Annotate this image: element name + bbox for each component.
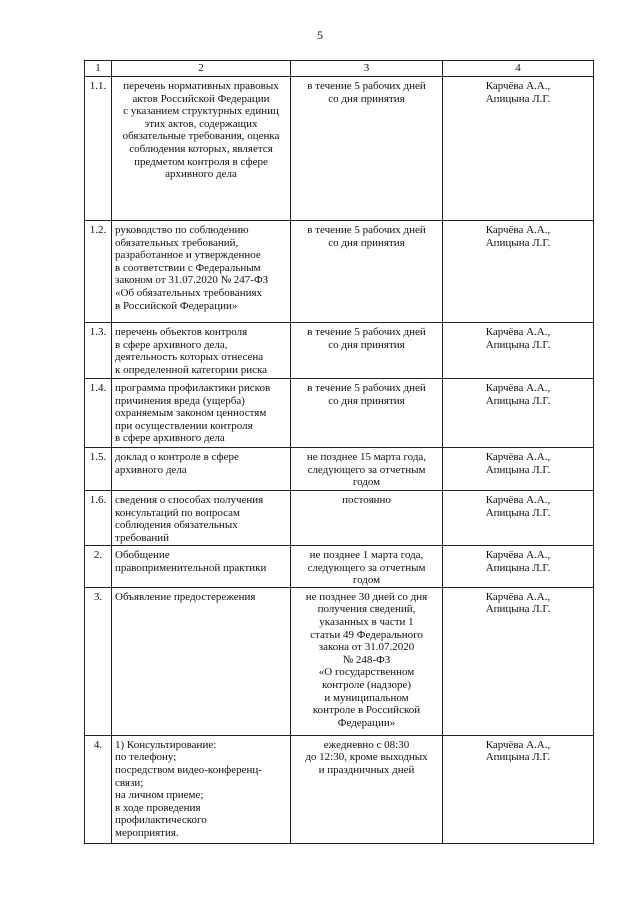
row-measure: сведения о способах получения консультаций по вопросам соблюдения обязательных требований [112,491,291,546]
row-measure: руководство по соблюдению обязательных требований, разработанное и утвержденное в соответствии с Федеральным законом от 31.07.2020 № 247-ФЗ «Об обязательных требованиях в Российской Федерации» [112,221,291,323]
row-number: 3. [85,587,112,735]
row-term: в течение 5 рабочих дней со дня принятия [291,323,443,379]
row-number: 4. [85,735,112,843]
header-col-1: 1 [85,61,112,77]
row-number: 1.2. [85,221,112,323]
row-measure: Объявление предостережения [112,587,291,735]
row-responsible: Карчёва А.А., Апицына Л.Г. [443,379,594,448]
row-measure: Обобщение правоприменительной практики [112,546,291,588]
row-term: не позднее 30 дней со дня получения сведений, указанных в части 1 статьи 49 Федерального закона от 31.07.2020 № 248-ФЗ «О государственном контроле (надзоре) и муниципальном контроле в Российской Федерации» [291,587,443,735]
row-responsible: Карчёва А.А., Апицына Л.Г. [443,546,594,588]
header-row [85,61,594,77]
row-number: 1.4. [85,379,112,448]
row-term: в течение 5 рабочих дней со дня принятия [291,221,443,323]
table-row [85,379,594,448]
row-responsible: Карчёва А.А., Апицына Л.Г. [443,221,594,323]
table-row [85,491,594,546]
page-number: 5 [317,28,323,42]
row-measure: перечень объектов контроля в сфере архивного дела, деятельность которых отнесена к определенной категории риска [112,323,291,379]
row-measure: перечень нормативных правовых актов Российской Федерации с указанием структурных единиц этих актов, содержащих обязательные требования, оценка соблюдения которых, является предметом контроля в сфере архивного дела [112,77,291,221]
row-term: ежедневно с 08:30 до 12:30, кроме выходных и праздничных дней [291,735,443,843]
row-term: не позднее 1 марта года, следующего за отчетным годом [291,546,443,588]
table-row [85,221,594,323]
table-row [85,448,594,491]
row-term: постоянно [291,491,443,546]
row-responsible: Карчёва А.А., Апицына Л.Г. [443,77,594,221]
table-row [85,546,594,588]
row-responsible: Карчёва А.А., Апицына Л.Г. [443,448,594,491]
row-responsible: Карчёва А.А., Апицына Л.Г. [443,735,594,843]
row-measure: программа профилактики рисков причинения вреда (ущерба) охраняемым законом ценностям при осуществлении контроля в сфере архивного дела [112,379,291,448]
row-number: 1.5. [85,448,112,491]
row-term: в течение 5 рабочих дней со дня принятия [291,77,443,221]
row-number: 2. [85,546,112,588]
row-number: 1.3. [85,323,112,379]
row-term: в течение 5 рабочих дней со дня принятия [291,379,443,448]
row-number: 1.6. [85,491,112,546]
plan-table [84,60,594,844]
row-term: не позднее 15 марта года, следующего за отчетным годом [291,448,443,491]
header-col-3: 3 [291,61,443,77]
table-row [85,587,594,735]
header-col-4: 4 [443,61,594,77]
row-measure: 1) Консультирование: по телефону; посредством видео-конференц- связи; на личном приеме; в ходе проведения профилактического мероприятия. [112,735,291,843]
table-row [85,735,594,843]
table-row [85,77,594,221]
row-responsible: Карчёва А.А., Апицына Л.Г. [443,491,594,546]
row-measure: доклад о контроле в сфере архивного дела [112,448,291,491]
header-col-2: 2 [112,61,291,77]
row-responsible: Карчёва А.А., Апицына Л.Г. [443,323,594,379]
row-responsible: Карчёва А.А., Апицына Л.Г. [443,587,594,735]
table-row [85,323,594,379]
row-number: 1.1. [85,77,112,221]
